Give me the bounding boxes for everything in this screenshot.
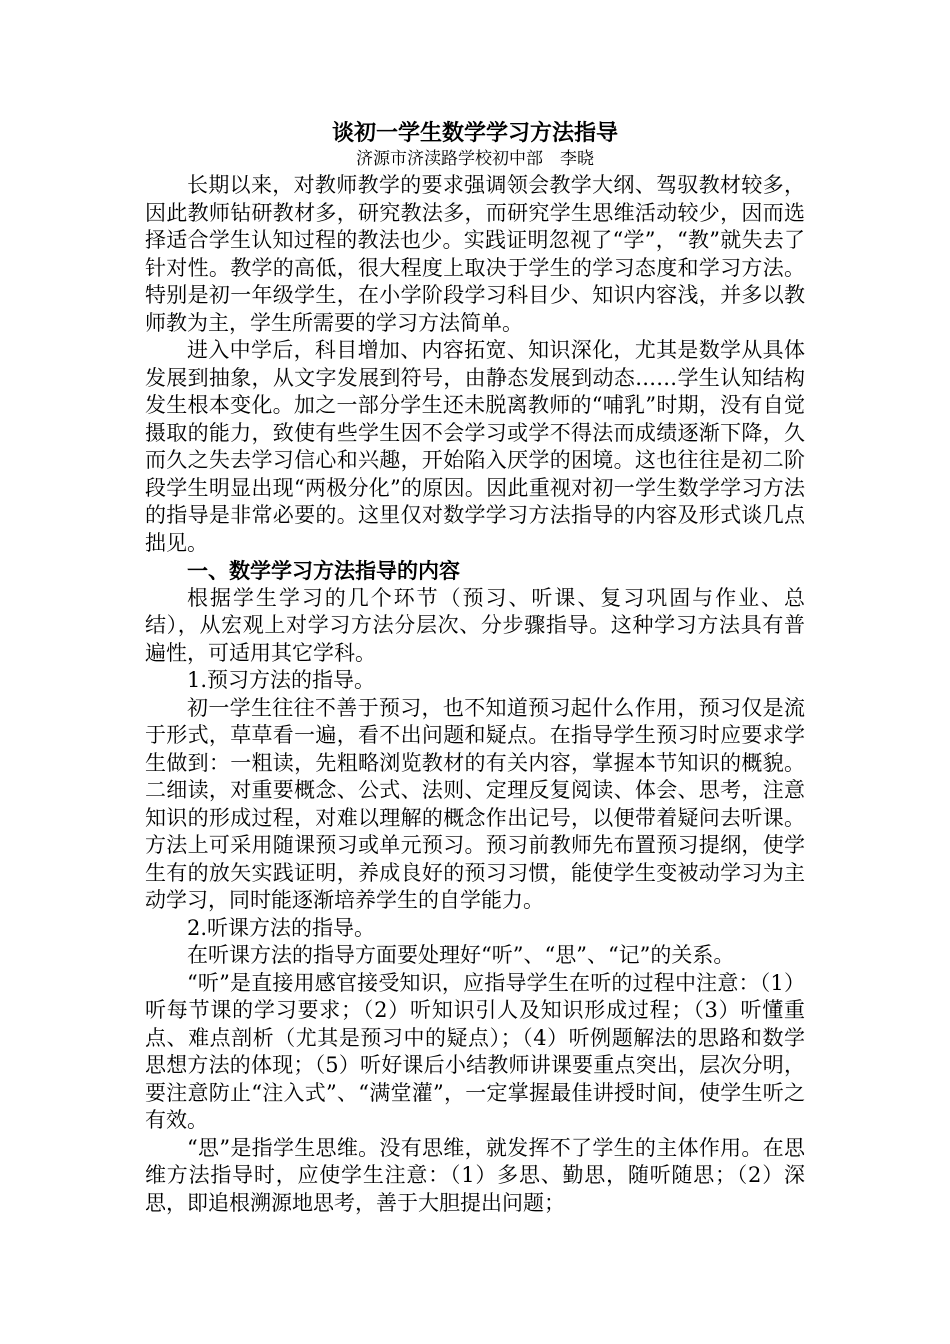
intro-paragraph-1: 长期以来，对教师教学的要求强调领会教学大纲、驾驭教材较多，因此教师钻研教材多，研究教法多，而研究学生思维活动较少，因而选择适合学生认知过程的教法也少。实践证明忽视了“学”，“教”就失去了针对性。教学的高低，很大程度上取决于学生的学习态度和学习方法。特别是初一年级学生，在小学阶段学习科目少、知识内容浅，并多以教师教为主，学生所需要的学习方法简单。 — [145, 173, 805, 335]
author-byline: 济源市济渎路学校初中部 李晓 — [356, 149, 594, 169]
document-title: 谈初一学生数学学习方法指导 — [331, 120, 618, 146]
listening-intro-paragraph: 在听课方法的指导方面要处理好“听”、“思”、“记”的关系。 — [187, 943, 735, 967]
section-intro: 根据学生学习的几个环节（预习、听课、复习巩固与作业、总结），从宏观上对学习方法分层次、分步骤指导。这种学习方法具有普遍性，可适用其它学科。 — [145, 585, 805, 665]
subsection-heading-listening: 2.听课方法的指导。 — [187, 915, 376, 940]
listening-paragraph: “听”是直接用感官接受知识，应指导学生在听的过程中注意：（1）听每节课的学习要求；（2）听知识引人及知识形成过程；（3）听懂重点、难点剖析（尤其是预习中的疑点）；（4）听例题解法的思路和数学思想方法的体现；（5）听好课后小结教师讲课要重点突出，层次分明，要注意防止“注入式”、“满堂灌”，一定掌握最佳讲授时间，使学生听之有效。 — [145, 970, 805, 1132]
subsection-heading-preview: 1.预习方法的指导。 — [187, 668, 376, 692]
document-body — [145, 118, 805, 1217]
thinking-paragraph: “思”是指学生思维。没有思维，就发挥不了学生的主体作用。在思维方法指导时，应使学生注意：（1）多思、勤思，随听随思；（2）深思，即追根溯源地思考，善于大胆提出问题； — [145, 1135, 805, 1215]
preview-paragraph: 初一学生往往不善于预习，也不知道预习起什么作用，预习仅是流于形式，草草看一遍，看不出问题和疑点。在指导学生预习时应要求学生做到：一粗读，先粗略浏览教材的有关内容，掌握本节知识的概貌。二细读，对重要概念、公式、法则、定理反复阅读、体会、思考，注意知识的形成过程，对难以理解的概念作出记号，以便带着疑问去听课。方法上可采用随课预习或单元预习。预习前教师先布置预习提纲，使学生有的放矢实践证明，养成良好的预习习惯，能使学生变被动学习为主动学习，同时能逐渐培养学生的自学能力。 — [145, 695, 805, 912]
section-heading: 一、数学学习方法指导的内容 — [187, 558, 460, 583]
intro-paragraph-2: 进入中学后，科目增加、内容拓宽、知识深化，尤其是数学从具体发展到抽象，从文字发展到符号，由静态发展到动态……学生认知结构发生根本变化。加之一部分学生还未脱离教师的“哺乳”时期，没有自觉摄取的能力，致使有些学生因不会学习或学不得法而成绩逐渐下降，久而久之失去学习信心和兴趣，开始陷入厌学的困境。这也往往是初二阶段学生明显出现“两极分化”的原因。因此重视对初一学生数学学习方法的指导是非常必要的。这里仅对数学学习方法指导的内容及形式谈几点拙见。 — [145, 338, 805, 555]
